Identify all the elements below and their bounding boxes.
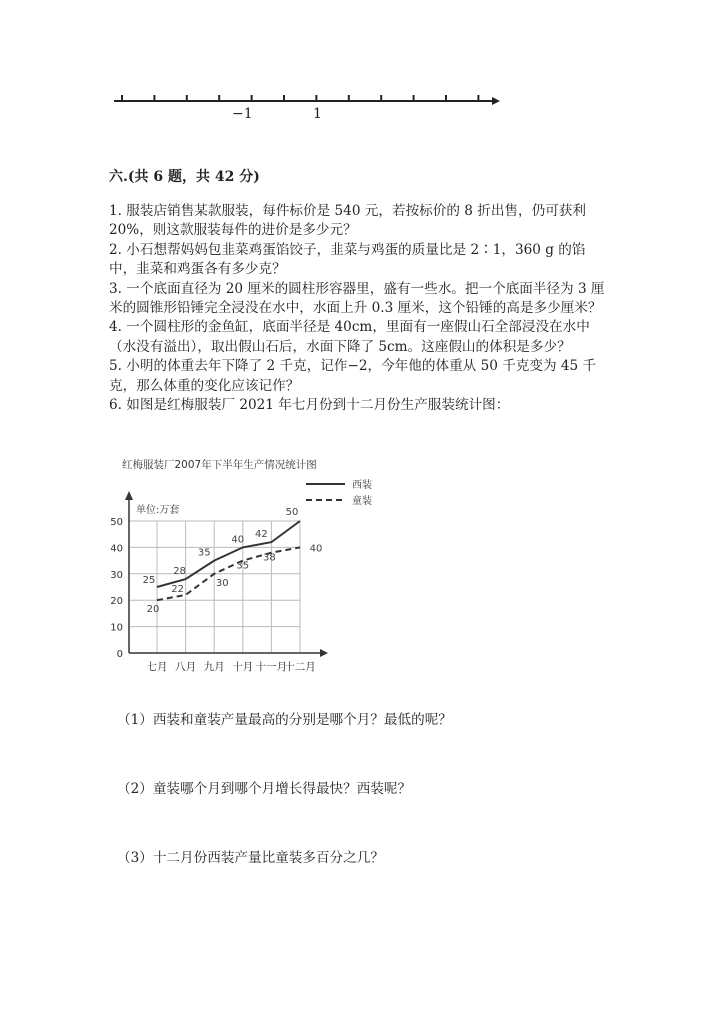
number-line-label-neg1: −1: [232, 106, 253, 122]
chart-legend: [306, 478, 372, 507]
data-label: 28: [173, 566, 186, 578]
problem-4: 4. 一个圆柱形的金鱼缸，底面半径是 40cm，里面有一座假山石全部浸没在水中（水没有溢出），取出假山石后，水面下降了 5cm。这座假山的体积是多少？: [109, 319, 590, 355]
data-label: 40: [231, 534, 245, 546]
data-label: 35: [236, 560, 250, 572]
problem-5: 5. 小明的体重去年下降了 2 千克，记作−2，今年他的体重从 50 千克变为 45 千克，那么体重的变化应该记作？: [109, 358, 597, 394]
x-axis-arrow: [320, 649, 328, 657]
data-label: 50: [285, 507, 299, 518]
x-tick-label: 九月: [203, 661, 225, 673]
y-tick-label: 0: [116, 649, 123, 660]
y-axis-arrow: [125, 491, 133, 500]
sub-question-3: （3）十二月份西装产量比童装多百分之几？: [117, 850, 384, 866]
data-label: 22: [171, 583, 184, 595]
x-tick-label: 十月: [232, 661, 254, 673]
number-line-label-1: 1: [313, 106, 322, 122]
chart-title: 红梅服装厂2007年下半年生产情况统计图: [122, 459, 317, 471]
line-chart: [0, 440, 400, 680]
data-label: 35: [197, 547, 211, 559]
data-label: 20: [146, 604, 160, 616]
y-tick-label: 30: [110, 569, 123, 581]
data-label: 40: [309, 543, 323, 555]
problem-2: 2. 小石想帮妈妈包韭菜鸡蛋馅饺子，韭菜与鸡蛋的质量比是 2∶1，360 g 的馅中，韭菜和鸡蛋各有多少克？: [109, 241, 586, 278]
sub-question-2: （2）童装哪个月到哪个月增长得最快？西装呢？: [117, 781, 412, 797]
y-tick-label: 40: [110, 543, 123, 555]
problem-list: [109, 202, 611, 415]
data-label: 25: [142, 575, 156, 586]
data-label: 38: [263, 552, 276, 564]
x-tick-label: 七月: [146, 661, 168, 673]
number-line: [0, 0, 720, 130]
legend-label-suit: 西装: [352, 480, 372, 491]
y-tick-label: 10: [110, 622, 123, 634]
data-label: 30: [215, 577, 229, 589]
problem-3: 3. 一个底面直径为 20 厘米的圆柱形容器里，盛有一些水。把一个底面半径为 3 厘米的圆锥形铅锤完全浸没在水中，水面上升 0.3 厘米，这个铅锤的高是多少厘米？: [109, 280, 605, 317]
problem-6: 6. 如图是红梅服装厂 2021 年七月份到十二月份生产服装统计图：: [109, 397, 510, 414]
x-tick-label: 十二月: [284, 661, 316, 673]
x-tick-label: 十一月: [255, 661, 288, 673]
problem-1: 1. 服装店销售某款服装，每件标价是 540 元，若按标价的 8 折出售，仍可获利 20%，则这款服装每件的进价是多少元？: [109, 203, 586, 239]
x-tick-label: 八月: [175, 661, 197, 673]
legend-label-kids: 童装: [352, 496, 372, 507]
number-line-arrow: [492, 97, 500, 105]
data-label: 42: [255, 529, 268, 541]
chart-unit-label: 单位:万套: [136, 505, 180, 516]
y-tick-label: 50: [110, 517, 123, 528]
sub-question-1: （1）西装和童装产量最高的分别是哪个月？最低的呢？: [117, 712, 452, 728]
y-tick-label: 20: [110, 596, 123, 608]
section-title: 六.(共 6 题，共 42 分): [109, 169, 260, 185]
